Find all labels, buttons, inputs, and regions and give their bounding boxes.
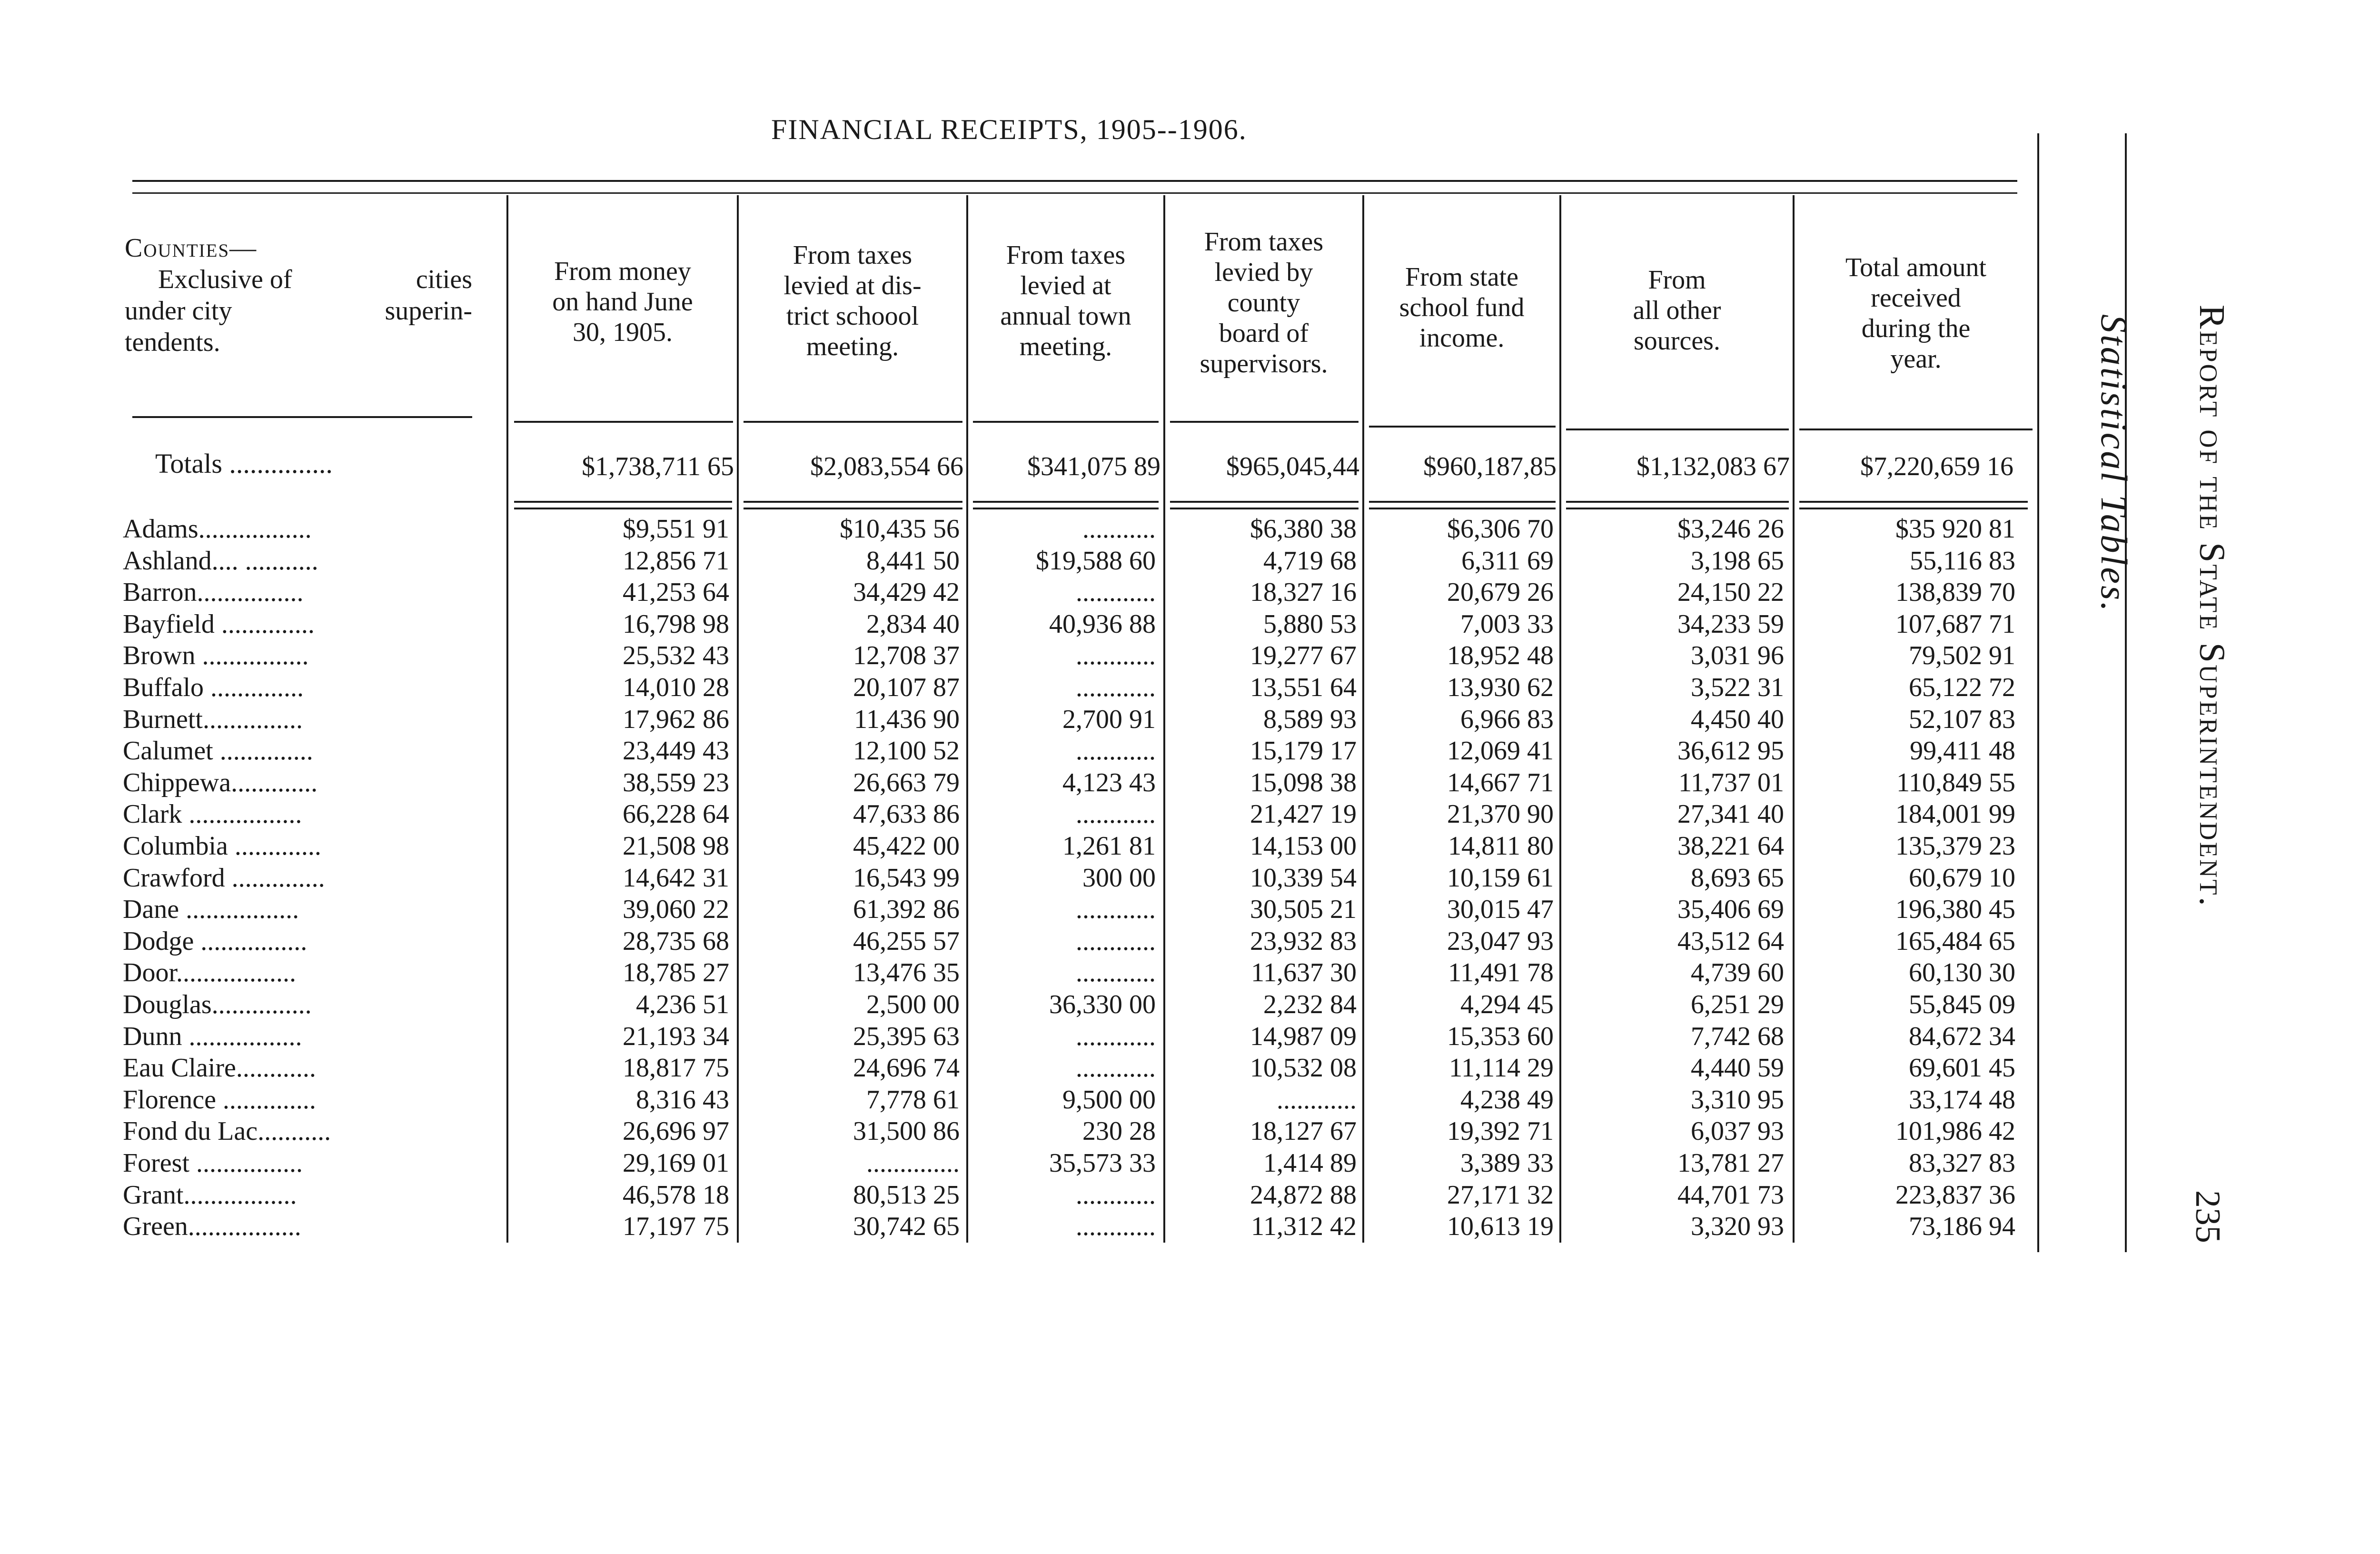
table-cell: 2,500 00 xyxy=(866,990,960,1019)
county-name: Dunn ................. xyxy=(123,1021,302,1051)
table-cell: 61,392 86 xyxy=(853,895,960,925)
table-cell: ............ xyxy=(1076,1212,1156,1242)
table-cell: ............ xyxy=(1076,1180,1156,1210)
table-cell: 6,311 69 xyxy=(1461,546,1554,576)
county-name: Buffalo .............. xyxy=(123,673,304,702)
table-cell: 3,198 65 xyxy=(1691,546,1784,576)
column-header xyxy=(739,240,966,362)
table-cell: 101,986 42 xyxy=(1895,1116,2015,1146)
table-cell: 14,642 31 xyxy=(623,863,729,893)
column-header-line: school fund xyxy=(1399,293,1525,322)
table-cell: 16,798 98 xyxy=(623,609,729,639)
county-name: Dane ................. xyxy=(123,895,299,925)
table-cell: 27,341 40 xyxy=(1677,799,1784,829)
table-cell: 15,179 17 xyxy=(1250,736,1357,766)
county-name: Barron................ xyxy=(123,578,304,608)
county-name: Florence .............. xyxy=(123,1085,316,1115)
header-rule xyxy=(132,416,472,418)
table-cell: 18,127 67 xyxy=(1250,1116,1357,1146)
totals-rule xyxy=(973,508,1159,509)
totals-rule xyxy=(1799,508,2028,509)
table-cell: 4,294 45 xyxy=(1460,990,1554,1019)
column-header-line: From taxes xyxy=(793,240,912,270)
totals-value: $1,132,083 67 xyxy=(1636,452,1790,481)
table-cell: 20,679 26 xyxy=(1447,578,1554,608)
table-cell: 13,781 27 xyxy=(1677,1148,1784,1178)
table-cell: 20,107 87 xyxy=(853,673,960,702)
table-cell: 65,122 72 xyxy=(1909,673,2015,702)
table-cell: $3,246 26 xyxy=(1677,514,1784,544)
table-cell: 135,379 23 xyxy=(1895,831,2015,861)
table-cell: 6,966 83 xyxy=(1460,704,1554,734)
county-name: Burnett............... xyxy=(123,704,303,734)
table-cell: ............ xyxy=(1076,673,1156,702)
header-rule xyxy=(1369,426,1556,428)
column-header xyxy=(1165,227,1362,379)
table-cell: $6,306 70 xyxy=(1447,514,1554,544)
table-cell: 19,392 71 xyxy=(1447,1116,1554,1146)
county-name: Adams................. xyxy=(123,514,312,544)
table-cell: ............ xyxy=(1076,736,1156,766)
county-name: Clark ................. xyxy=(123,799,302,829)
totals-value: $965,045,44 xyxy=(1226,452,1359,481)
table-cell: 66,228 64 xyxy=(623,799,729,829)
column-header-line: during the xyxy=(1861,314,1971,343)
table-cell: 30,742 65 xyxy=(853,1212,960,1242)
table-cell: ............ xyxy=(1076,641,1156,671)
table-cell: 12,100 52 xyxy=(853,736,960,766)
table-cell: 138,839 70 xyxy=(1895,578,2015,608)
table-cell: 4,123 43 xyxy=(1062,767,1156,797)
totals-rule xyxy=(1369,508,1556,509)
header-rule xyxy=(1566,428,1789,430)
table-cell: ............ xyxy=(1076,958,1156,988)
column-header-line: county xyxy=(1227,288,1300,318)
column-header-line: received xyxy=(1871,283,1961,313)
table-cell: 47,633 86 xyxy=(853,799,960,829)
county-name: Bayfield .............. xyxy=(123,609,315,639)
table-cell: 46,255 57 xyxy=(853,926,960,956)
column-header xyxy=(1561,265,1793,356)
totals-rule xyxy=(1799,501,2028,503)
totals-value: $7,220,659 16 xyxy=(1860,452,2013,481)
table-cell: 18,785 27 xyxy=(623,958,729,988)
totals-rule xyxy=(1170,501,1359,503)
table-cell: 15,098 38 xyxy=(1250,767,1357,797)
table-cell: 45,422 00 xyxy=(853,831,960,861)
table-cell: 21,370 90 xyxy=(1447,799,1554,829)
table-cell: 21,193 34 xyxy=(623,1021,729,1051)
table-cell: 4,450 40 xyxy=(1691,704,1784,734)
table-cell: 13,476 35 xyxy=(853,958,960,988)
table-cell: 2,700 91 xyxy=(1062,704,1156,734)
county-name: Crawford .............. xyxy=(123,863,325,893)
table-cell: 19,277 67 xyxy=(1250,641,1357,671)
counties-header-line: tendents. xyxy=(125,328,220,357)
totals-rule xyxy=(1170,508,1359,509)
table-cell: 12,708 37 xyxy=(853,641,960,671)
table-cell: 14,153 00 xyxy=(1250,831,1357,861)
page-number: 235 xyxy=(2188,1190,2227,1243)
table-cell: 11,637 30 xyxy=(1251,958,1357,988)
table-cell: 7,778 61 xyxy=(866,1085,960,1115)
table-cell: 10,613 19 xyxy=(1447,1212,1554,1242)
table-cell: 21,508 98 xyxy=(623,831,729,861)
table-cell: 13,551 64 xyxy=(1250,673,1357,702)
totals-rule xyxy=(514,508,732,509)
table-cell: 3,031 96 xyxy=(1691,641,1784,671)
column-header-line: trict schoool xyxy=(786,301,919,331)
table-cell: 18,327 16 xyxy=(1250,578,1357,608)
county-name: Dodge ................ xyxy=(123,926,307,956)
table-cell: ............ xyxy=(1076,895,1156,925)
header-rule xyxy=(1170,421,1359,423)
top-rule xyxy=(132,180,2017,182)
table-cell: ............ xyxy=(1277,1085,1357,1115)
totals-label: Totals ............... xyxy=(155,448,333,479)
column-header-line: From money xyxy=(554,257,691,286)
side-title: Statistical Tables. xyxy=(2093,314,2135,613)
table-cell: 7,742 68 xyxy=(1691,1021,1784,1051)
table-cell: ............ xyxy=(1076,578,1156,608)
table-cell: $19,588 60 xyxy=(1036,546,1156,576)
county-name: Douglas............... xyxy=(123,990,312,1019)
column-header-line: From xyxy=(1648,265,1706,295)
top-rule xyxy=(132,192,2017,194)
table-cell: 26,663 79 xyxy=(853,767,960,797)
table-cell: 28,735 68 xyxy=(623,926,729,956)
table-cell: 4,238 49 xyxy=(1460,1085,1554,1115)
counties-header-line: under city xyxy=(125,296,232,326)
table-cell: 30,505 21 xyxy=(1250,895,1357,925)
table-cell: .............. xyxy=(866,1148,960,1178)
table-cell: 3,522 31 xyxy=(1691,673,1784,702)
totals-rule xyxy=(1566,501,1789,503)
table-cell: 12,069 41 xyxy=(1447,736,1554,766)
column-header-line: annual town xyxy=(1000,301,1131,331)
table-cell: 8,693 65 xyxy=(1691,863,1784,893)
totals-value: $960,187,85 xyxy=(1423,452,1557,481)
table-cell: 38,221 64 xyxy=(1677,831,1784,861)
column-header-line: levied by xyxy=(1214,258,1313,287)
counties-header xyxy=(125,232,472,358)
table-cell: 196,380 45 xyxy=(1895,895,2015,925)
table-cell: 165,484 65 xyxy=(1895,926,2015,956)
table-cell: 60,130 30 xyxy=(1909,958,2015,988)
county-name: Brown ................ xyxy=(123,641,309,671)
column-header-line: board of xyxy=(1219,319,1309,348)
table-cell: 23,449 43 xyxy=(623,736,729,766)
column-header-line: income. xyxy=(1419,323,1505,353)
table-cell: 34,429 42 xyxy=(853,578,960,608)
table-cell: 11,114 29 xyxy=(1449,1053,1554,1083)
table-cell: 29,169 01 xyxy=(623,1148,729,1178)
table-cell: 6,037 93 xyxy=(1691,1116,1784,1146)
table-cell: 35,573 33 xyxy=(1049,1148,1156,1178)
county-name: Door.................. xyxy=(123,958,296,988)
table-cell: 11,491 78 xyxy=(1448,958,1554,988)
table-cell: 52,107 83 xyxy=(1909,704,2015,734)
table-cell: 14,811 80 xyxy=(1448,831,1554,861)
column-header-line: on hand June xyxy=(552,287,693,317)
table-cell: 4,739 60 xyxy=(1691,958,1784,988)
table-cell: 24,696 74 xyxy=(853,1053,960,1083)
table-cell: 230 28 xyxy=(1082,1116,1156,1146)
table-cell: 8,316 43 xyxy=(636,1085,729,1115)
county-name: Ashland.... ........... xyxy=(123,546,318,576)
table-cell: 7,003 33 xyxy=(1460,609,1554,639)
table-cell: 44,701 73 xyxy=(1677,1180,1784,1210)
county-name: Grant................. xyxy=(123,1180,297,1210)
table-cell: 4,719 68 xyxy=(1263,546,1357,576)
page-title: FINANCIAL RECEIPTS, 1905--1906. xyxy=(771,114,1247,145)
column-header-line: sources. xyxy=(1634,326,1720,356)
table-cell: 8,589 93 xyxy=(1263,704,1357,734)
table-cell: 27,171 32 xyxy=(1447,1180,1554,1210)
table-cell: 184,001 99 xyxy=(1895,799,2015,829)
totals-rule xyxy=(1369,501,1556,503)
column-header xyxy=(968,240,1163,362)
totals-value: $341,075 89 xyxy=(1027,452,1160,481)
table-cell: ............ xyxy=(1076,1053,1156,1083)
table-cell: 36,330 00 xyxy=(1049,990,1156,1019)
counties-header-line: superin- xyxy=(385,296,472,326)
table-cell: 21,427 19 xyxy=(1250,799,1357,829)
column-header-line: From taxes xyxy=(1006,240,1126,270)
table-cell: 11,436 90 xyxy=(854,704,960,734)
table-cell: 1,414 89 xyxy=(1263,1148,1357,1178)
header-rule xyxy=(973,421,1159,423)
table-cell: 1,261 81 xyxy=(1062,831,1156,861)
header-rule xyxy=(1799,428,2033,430)
table-cell: 11,737 01 xyxy=(1678,767,1784,797)
totals-rule xyxy=(514,501,732,503)
totals-value: $2,083,554 66 xyxy=(810,452,963,481)
totals-rule xyxy=(744,501,962,503)
table-cell: 6,251 29 xyxy=(1691,990,1784,1019)
table-cell: 2,834 40 xyxy=(866,609,960,639)
table-cell: 40,936 88 xyxy=(1049,609,1156,639)
table-cell: ........... xyxy=(1082,514,1156,544)
table-cell: 14,987 09 xyxy=(1250,1021,1357,1051)
totals-value: $1,738,711 65 xyxy=(582,452,734,481)
table-cell: 17,962 86 xyxy=(623,704,729,734)
column-header xyxy=(1795,252,2037,374)
column-header-line: From state xyxy=(1405,262,1518,292)
table-cell: 11,312 42 xyxy=(1251,1212,1357,1242)
column-header-line: Total amount xyxy=(1845,253,1987,282)
column-header-line: 30, 1905. xyxy=(573,318,673,347)
header-rule xyxy=(744,421,962,423)
table-cell: 14,010 28 xyxy=(623,673,729,702)
table-cell: 24,150 22 xyxy=(1677,578,1784,608)
margin-line xyxy=(2125,133,2127,1252)
table-cell: 38,559 23 xyxy=(623,767,729,797)
table-cell: 223,837 36 xyxy=(1895,1180,2015,1210)
table-cell: $35 920 81 xyxy=(1895,514,2015,544)
table-cell: 69,601 45 xyxy=(1909,1053,2015,1083)
table-cell: 3,389 33 xyxy=(1460,1148,1554,1178)
table-cell: ............ xyxy=(1076,926,1156,956)
table-cell: 24,872 88 xyxy=(1250,1180,1357,1210)
totals-rule xyxy=(1566,508,1789,509)
column-divider xyxy=(2037,133,2039,1252)
table-cell: 15,353 60 xyxy=(1447,1021,1554,1051)
table-cell: 4,440 59 xyxy=(1691,1053,1784,1083)
table-cell: ............ xyxy=(1076,799,1156,829)
table-cell: 26,696 97 xyxy=(623,1116,729,1146)
table-cell: 46,578 18 xyxy=(623,1180,729,1210)
table-cell: 300 00 xyxy=(1082,863,1156,893)
table-cell: 39,060 22 xyxy=(623,895,729,925)
column-header-line: From taxes xyxy=(1204,227,1324,257)
table-cell: 23,932 83 xyxy=(1250,926,1357,956)
county-name: Green................. xyxy=(123,1212,301,1242)
table-cell: 84,672 34 xyxy=(1909,1021,2015,1051)
county-name: Calumet .............. xyxy=(123,736,313,766)
county-name: Chippewa............. xyxy=(123,767,318,797)
table-cell: 110,849 55 xyxy=(1896,767,2015,797)
totals-rule xyxy=(744,508,962,509)
county-name: Fond du Lac........... xyxy=(123,1116,331,1146)
table-cell: 55,116 83 xyxy=(1910,546,2015,576)
column-header-line: all other xyxy=(1633,296,1721,325)
table-cell: 73,186 94 xyxy=(1909,1212,2015,1242)
table-cell: 80,513 25 xyxy=(853,1180,960,1210)
table-cell: 30,015 47 xyxy=(1447,895,1554,925)
table-cell: 5,880 53 xyxy=(1263,609,1357,639)
table-cell: 25,532 43 xyxy=(623,641,729,671)
table-cell: 41,253 64 xyxy=(623,578,729,608)
table-cell: 10,159 61 xyxy=(1447,863,1554,893)
table-cell: 31,500 86 xyxy=(853,1116,960,1146)
table-cell: 10,532 08 xyxy=(1250,1053,1357,1083)
table-cell: 36,612 95 xyxy=(1677,736,1784,766)
table-cell: $10,435 56 xyxy=(840,514,960,544)
table-cell: 23,047 93 xyxy=(1447,926,1554,956)
counties-header-line: cities xyxy=(416,265,472,294)
county-name: Columbia ............. xyxy=(123,831,321,861)
county-name: Eau Claire............ xyxy=(123,1053,316,1083)
header-rule xyxy=(514,421,733,423)
column-header-line: year. xyxy=(1890,344,1942,374)
table-cell: 3,320 93 xyxy=(1691,1212,1784,1242)
column-header-line: meeting. xyxy=(1019,332,1112,361)
table-cell: 9,500 00 xyxy=(1062,1085,1156,1115)
table-cell: 99,411 48 xyxy=(1910,736,2015,766)
table-cell: 2,232 84 xyxy=(1263,990,1357,1019)
column-header-line: levied at xyxy=(1020,271,1111,300)
table-cell: $9,551 91 xyxy=(623,514,729,544)
table-cell: 18,952 48 xyxy=(1447,641,1554,671)
table-cell: 43,512 64 xyxy=(1677,926,1784,956)
table-cell: 17,197 75 xyxy=(623,1212,729,1242)
table-cell: 13,930 62 xyxy=(1447,673,1554,702)
column-header xyxy=(508,256,737,348)
counties-header-line: Exclusive of xyxy=(158,265,292,294)
column-header-line: meeting. xyxy=(806,332,899,361)
column-header-line: levied at dis- xyxy=(783,271,922,300)
table-cell: 10,339 54 xyxy=(1250,863,1357,893)
totals-rule xyxy=(973,501,1159,503)
table-cell: 12,856 71 xyxy=(623,546,729,576)
table-cell: 83,327 83 xyxy=(1909,1148,2015,1178)
table-cell: 8,441 50 xyxy=(866,546,960,576)
table-cell: 33,174 48 xyxy=(1909,1085,2015,1115)
table-cell: 14,667 71 xyxy=(1447,767,1554,797)
table-cell: ............ xyxy=(1076,1021,1156,1051)
table-cell: 107,687 71 xyxy=(1895,609,2015,639)
table-cell: 16,543 99 xyxy=(853,863,960,893)
table-cell: 35,406 69 xyxy=(1677,895,1784,925)
table-cell: 3,310 95 xyxy=(1691,1085,1784,1115)
running-head: Report of the State Superintendent. xyxy=(2192,305,2232,908)
table-cell: 34,233 59 xyxy=(1677,609,1784,639)
column-header-line: supervisors. xyxy=(1200,349,1328,379)
table-cell: $6,380 38 xyxy=(1250,514,1357,544)
table-cell: 18,817 75 xyxy=(623,1053,729,1083)
table-cell: 55,845 09 xyxy=(1909,990,2015,1019)
table-cell: 4,236 51 xyxy=(636,990,729,1019)
column-header xyxy=(1364,262,1559,353)
counties-header-line: Counties— xyxy=(125,233,258,263)
table-cell: 79,502 91 xyxy=(1909,641,2015,671)
county-name: Forest ................ xyxy=(123,1148,303,1178)
table-cell: 60,679 10 xyxy=(1909,863,2015,893)
table-cell: 25,395 63 xyxy=(853,1021,960,1051)
